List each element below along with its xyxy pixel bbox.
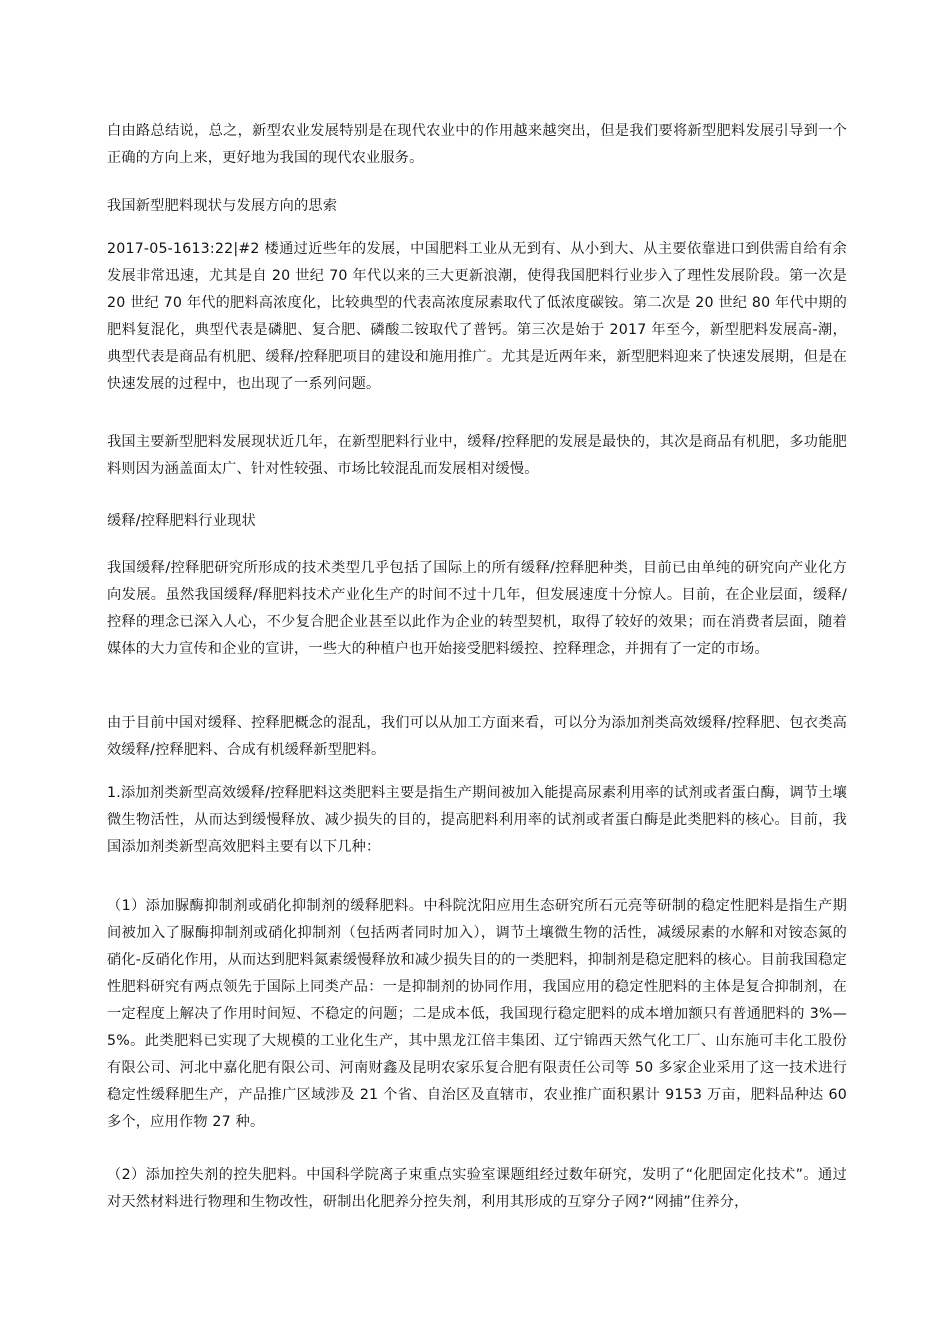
paragraph-classification: 由于目前中国对缓释、控释肥概念的混乱，我们可以从加工方面来看，可以分为添加剂类高效缓释/控释肥、包衣类高效缓释/控释肥料、合成有机缓释新型肥料。 xyxy=(107,715,847,758)
paragraph-additive-type: 1.添加剂类新型高效缓释/控释肥料这类肥料主要是指生产期间被加入能提高尿素利用率的试剂或者蛋白酶，调节土壤微生物活性，从而达到缓慢释放、减少损失的目的，提高肥料利用率的试剂或者蛋白酶是此类肥料的核心。目前，我国添加剂类新型高效肥料主要有以下几种： xyxy=(107,785,847,855)
paragraph-industry-status: 我国缓释/控释肥研究所形成的技术类型几乎包括了国际上的所有缓释/控释肥种类，目前已由单纯的研究向产业化方向发展。虽然我国缓释/释肥料技术产业化生产的时间不过十几年，但发展速度十分惊人。目前，在企业层面，缓释/控释的理念已深入人心，不少复合肥企业甚至以此作为企业的转型契机，取得了较好的效果；而在消费者层面，随着媒体的大力宣传和企业的宣讲，一些大的种植户也开始接受肥料缓控、控释理念，并拥有了一定的市场。 xyxy=(107,560,847,657)
section-heading-thoughts: 我国新型肥料现状与发展方向的思索 xyxy=(107,198,338,214)
paragraph-loss-control: （2）添加控失剂的控失肥料。中国科学院离子束重点实验室课题组经过数年研究，发明了“化肥固定化技术”。通过对天然材料进行物理和生物改性，研制出化肥养分控失剂，利用其形成的互穿分子网?“网捕”住养分， xyxy=(107,1167,847,1210)
paragraph-urease-inhibitor: （1）添加脲酶抑制剂或硝化抑制剂的缓释肥料。中科院沈阳应用生态研究所石元亮等研制的稳定性肥料是指生产期间被加入了脲酶抑制剂或硝化抑制剂（包括两者同时加入），调节土壤微生物的活性，减缓尿素的水解和对铵态氮的硝化-反硝化作用，从而达到肥料氮素缓慢释放和减少损失目的的一类肥料，抑制剂是稳定肥料的核心。目前我国稳定性肥料研究有两点领先于国际上同类产品：一是抑制剂的协同作用，我国应用的稳定性肥料的主体是复合抑制剂，在一定程度上解决了作用时间短、不稳定的问题；二是成本低，我国现行稳定肥料的成本增加额只有普通肥料的 3%—5%。此类肥料已实现了大规模的工业化生产，其中黑龙江倍丰集团、辽宁锦西天然气化工厂、山东施可丰化工股份有限公司、河北中嘉化肥有限公司、河南财鑫及昆明农家乐复合肥有限责任公司等 50 多家企业采用了这一技术进行稳定性缓释肥生产，产品推广区域涉及 21 个省、自治区及直辖市，农业推广面积累计 9153 万亩，肥料品种达 60 多个，应用作物 27 种。 xyxy=(107,898,847,1130)
paragraph-history: 2017-05-1613:22|#2 楼通过近些年的发展，中国肥料工业从无到有、从小到大、从主要依靠进口到供需自给有余发展非常迅速，尤其是自 20 世纪 70 年代以来的三大更新浪潮，使得我国肥料行业步入了理性发展阶段。第一次是 20 世纪 70 年代的肥料高浓度化，比较典型的代表高浓度尿素取代了低浓度碳铵。第二次是 20 世纪 80 年代中期的肥料复混化，典型代表是磷肥、复合肥、磷酸二铵取代了普钙。第三次是始于 2017 年至今，新型肥料发展高-潮，典型代表是商品有机肥、缓释/控释肥项目的建设和施用推广。尤其是近两年来，新型肥料迎来了快速发展期，但是在快速发展的过程中，也出现了一系列问题。 xyxy=(107,241,847,392)
paragraph-current-status: 我国主要新型肥料发展现状近几年，在新型肥料行业中，缓释/控释肥的发展是最快的，其次是商品有机肥，多功能肥料则因为涵盖面太广、针对性较强、市场比较混乱而发展相对缓慢。 xyxy=(107,434,847,477)
paragraph-summary: 白由路总结说，总之，新型农业发展特别是在现代农业中的作用越来越突出，但是我们要将新型肥料发展引导到一个正确的方向上来，更好地为我国的现代农业服务。 xyxy=(107,123,847,166)
section-heading-industry: 缓释/控释肥料行业现状 xyxy=(107,513,256,529)
